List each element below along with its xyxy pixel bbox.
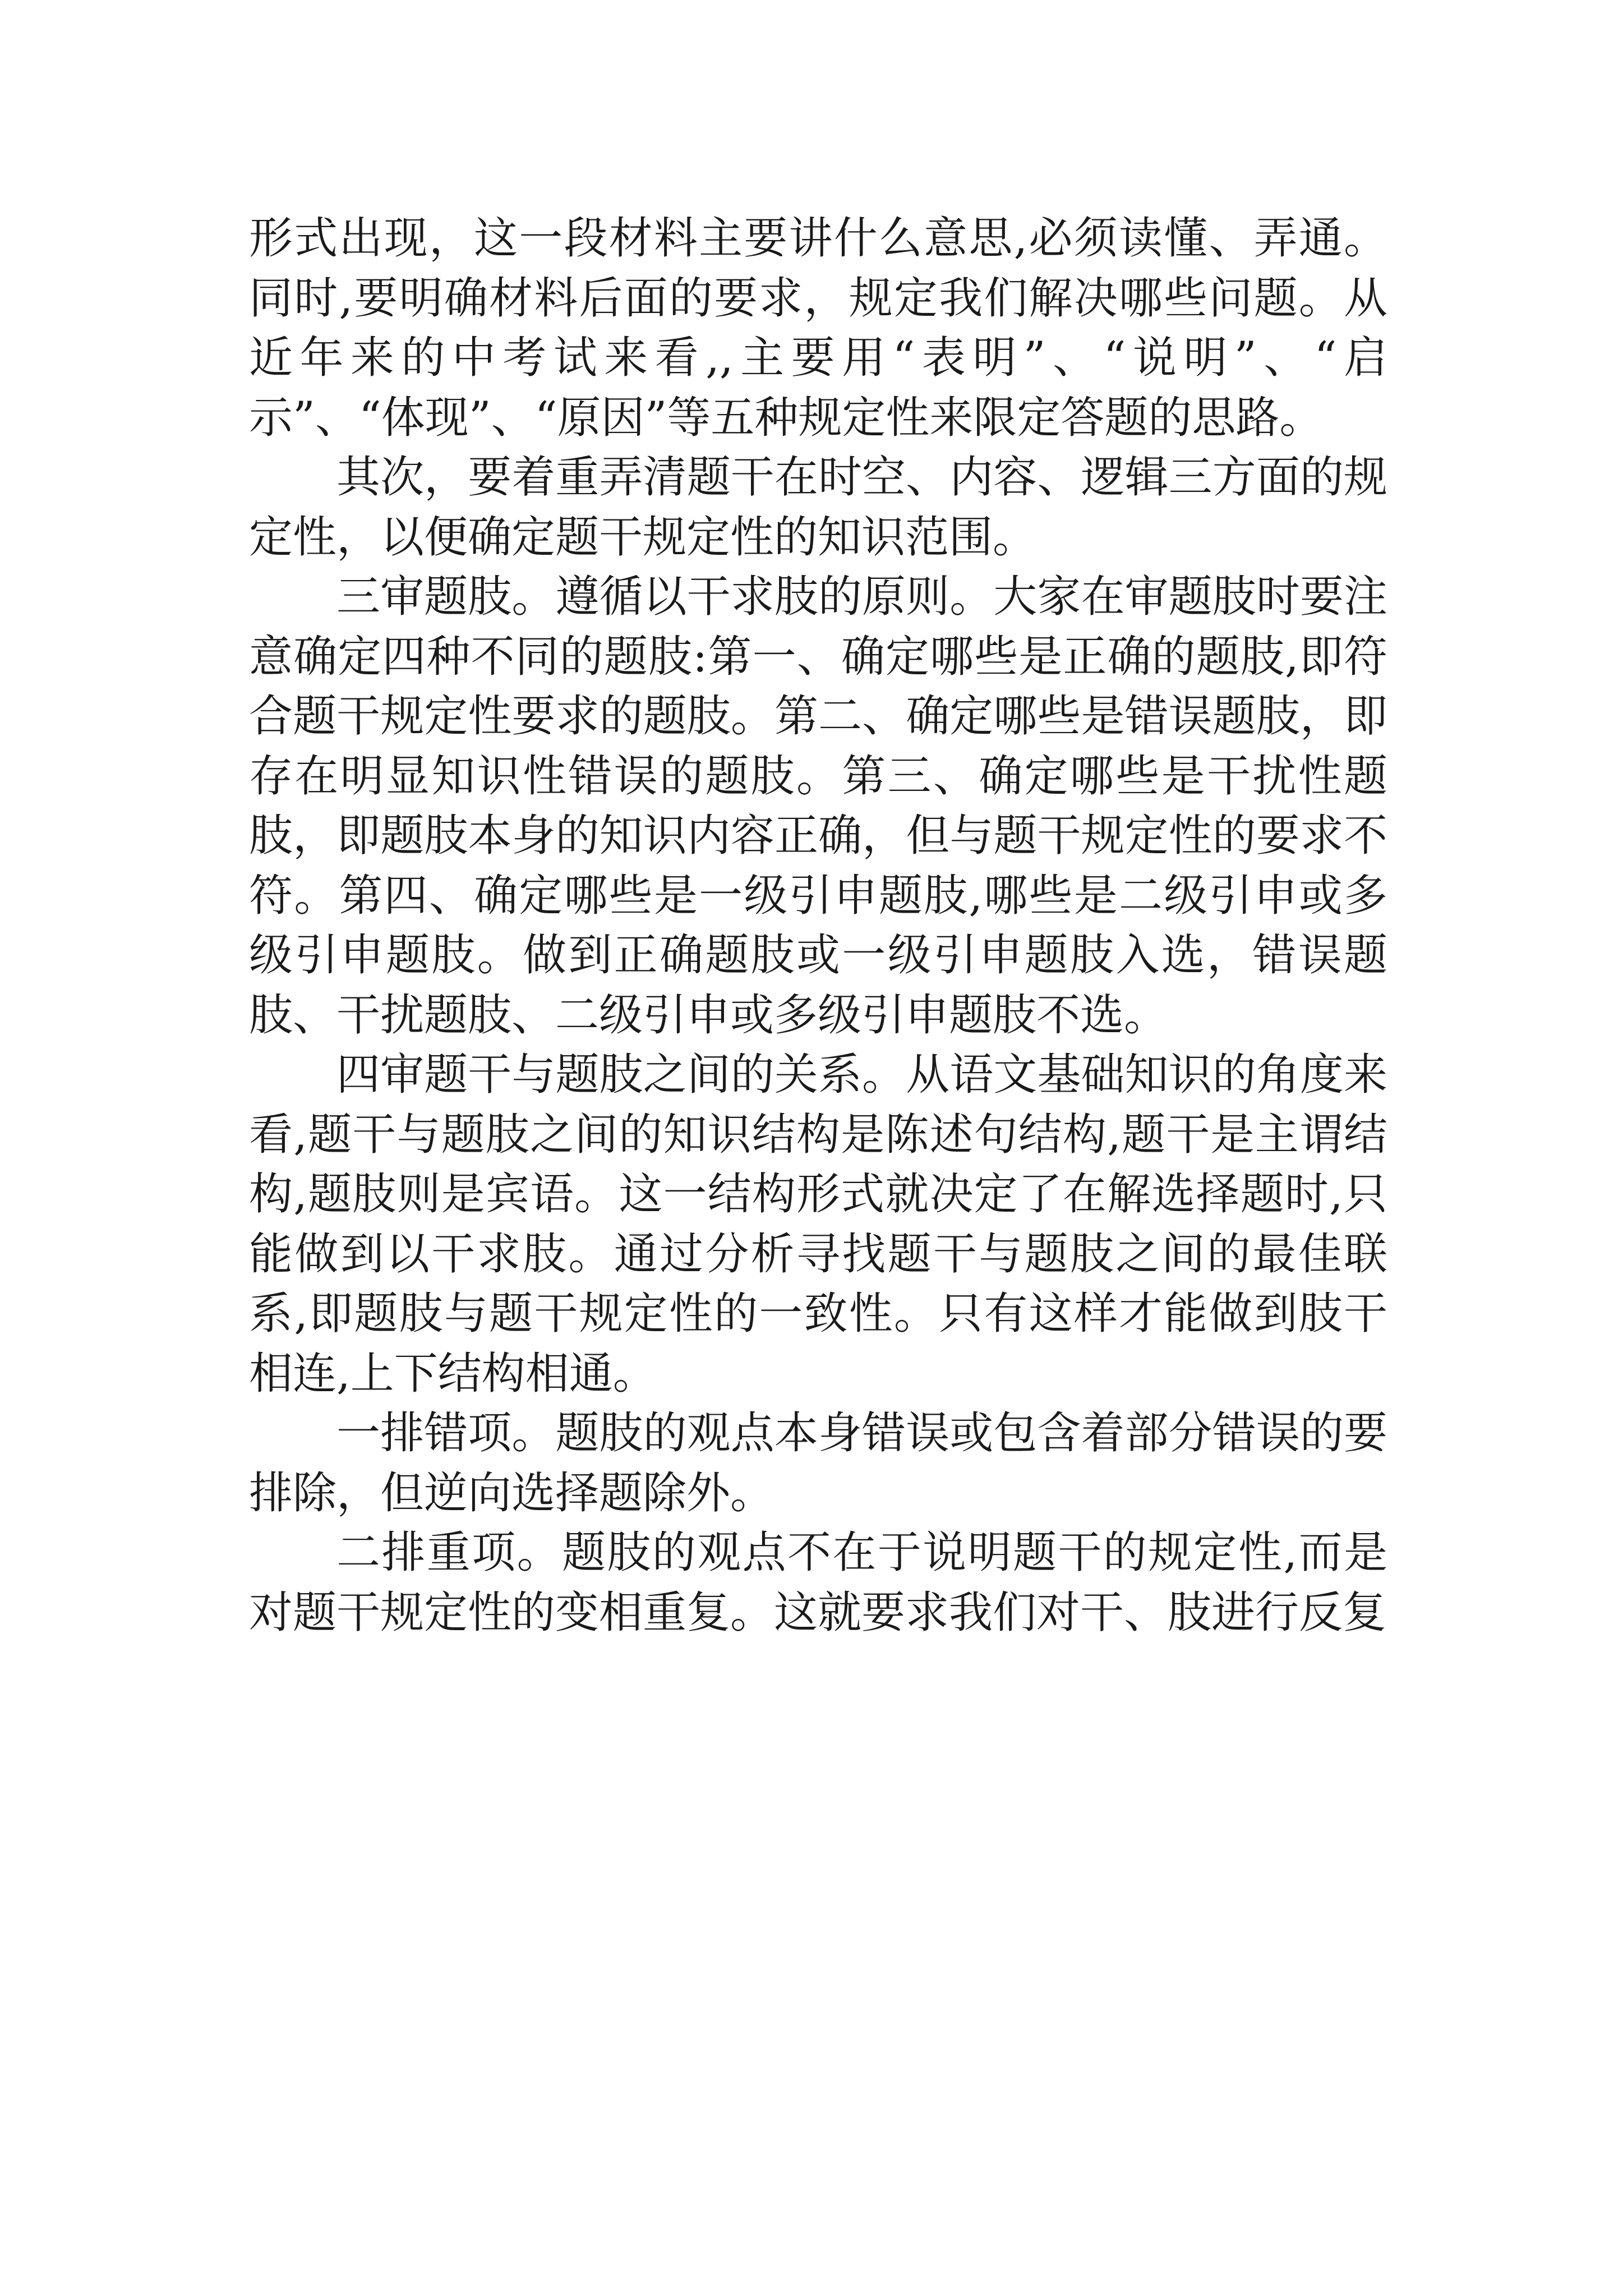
paragraph-continuation: 形式出现，这一段材料主要讲什么意思,必须读懂、弄通。同时,要明确材料后面的要求，规定我们解决哪些问题。从近年来的中考试来看,,主要用“表明”、“说明”、“启示”、“体现”、“原因”等五种规定性来限定答题的思路。 [249, 213, 1387, 443]
paragraph-examine-options: 三审题肢。遵循以干求肢的原则。大家在审题肢时要注意确定四种不同的题肢:第一、确定哪些是正确的题肢,即符合题干规定性要求的题肢。第二、确定哪些是错误题肢，即存在明显知识性错误的题肢。第三、确定哪些是干扰性题肢，即题肢本身的知识内容正确，但与题干规定性的要求不符。第四、确定哪些是一级引申题肢,哪些是二级引申或多级引申题肢。做到正确题肢或一级引申题肢入选，错误题肢、干扰题肢、二级引申或多级引申题肢不选。 [249, 572, 1387, 1041]
paragraph-second: 其次，要着重弄清题干在时空、内容、逻辑三方面的规定性，以便确定题干规定性的知识范围。 [249, 452, 1387, 563]
paragraph-exclude-wrong: 一排错项。题肢的观点本身错误或包含着部分错误的要排除，但逆向选择题除外。 [249, 1408, 1387, 1519]
document-body [249, 209, 1387, 1642]
paragraph-examine-relationship: 四审题干与题肢之间的关系。从语文基础知识的角度来看,题干与题肢之间的知识结构是陈述句结构,题干是主谓结构,题肢则是宾语。这一结构形式就决定了在解选择题时,只能做到以干求肢。通过分析寻找题干与题肢之间的最佳联系,即题肢与题干规定性的一致性。只有这样才能做到肢干相连,上下结构相通。 [249, 1050, 1387, 1399]
paragraph-exclude-repeat: 二排重项。题肢的观点不在于说明题干的规定性,而是对题干规定性的变相重复。这就要求我们对干、肢进行反复 [249, 1527, 1387, 1638]
